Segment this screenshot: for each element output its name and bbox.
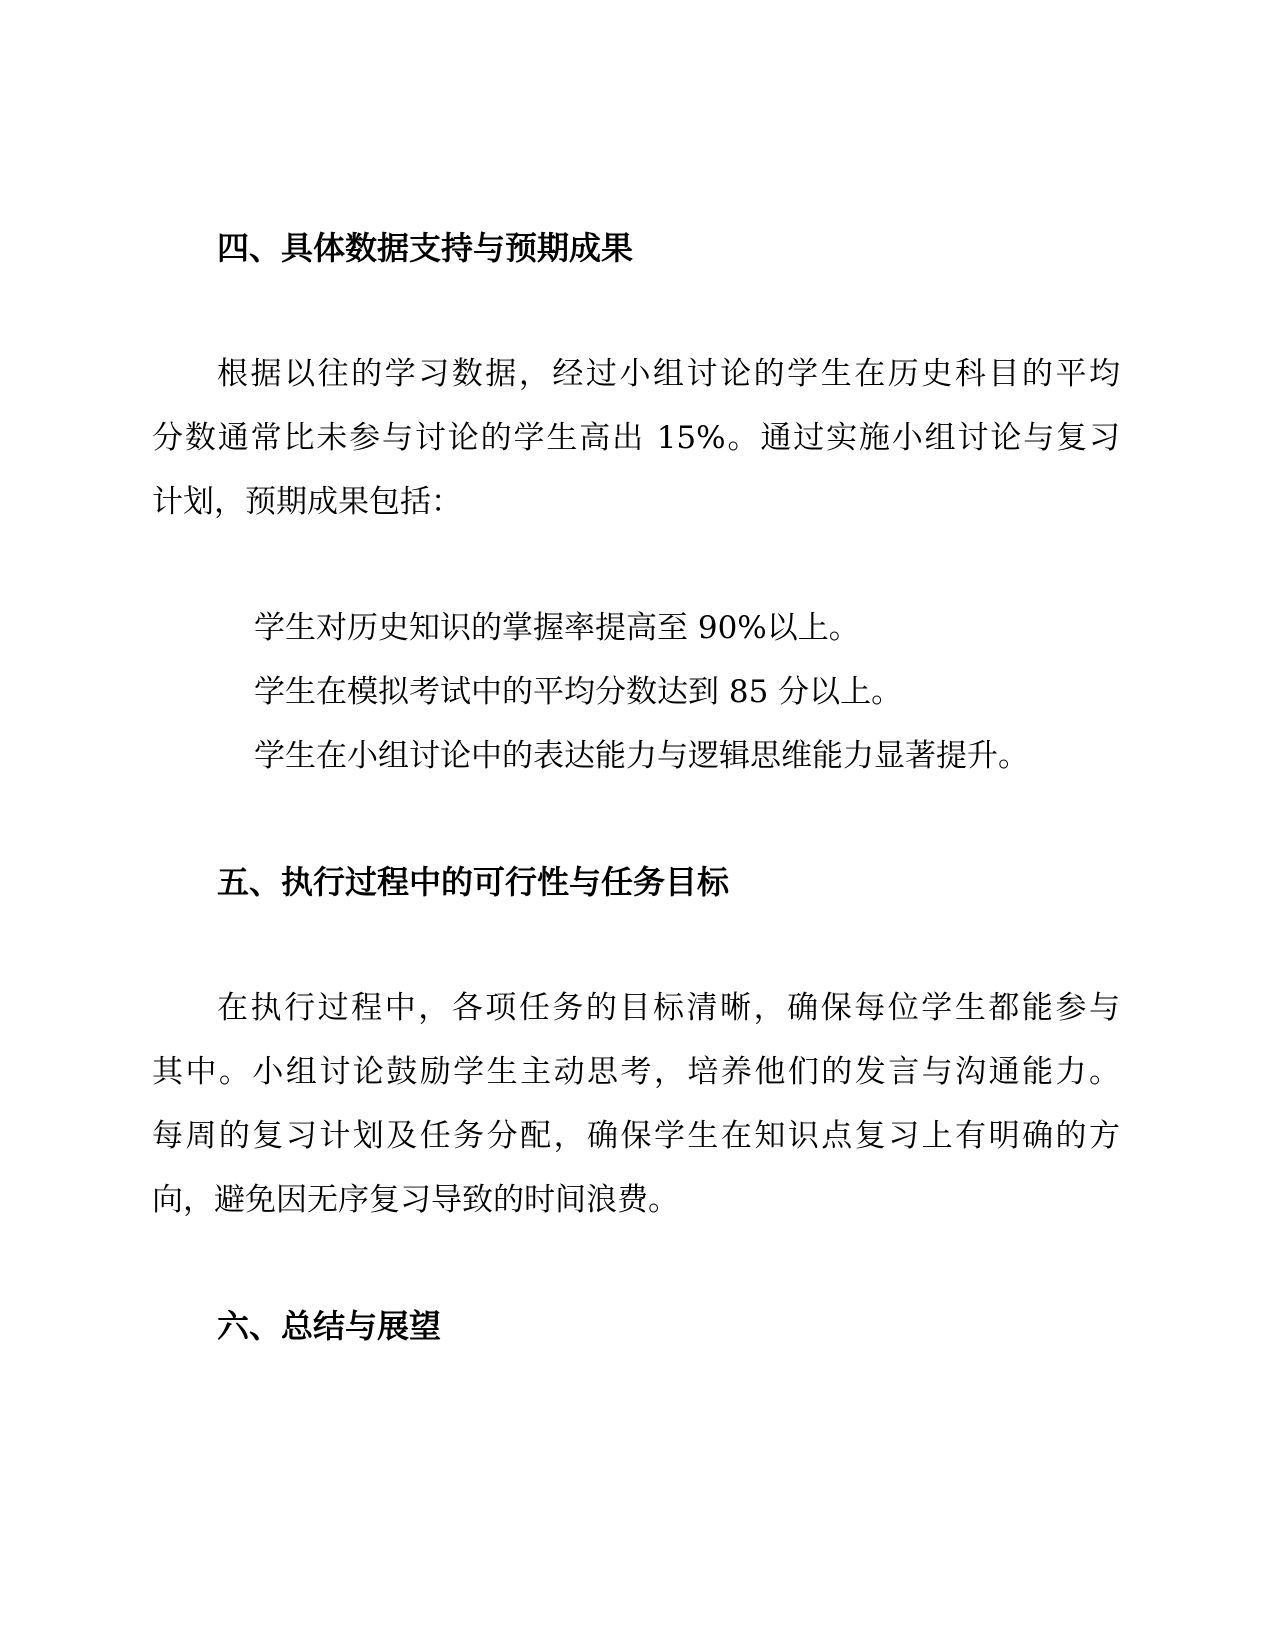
outcome-item-2: 学生在模拟考试中的平均分数达到 85 分以上。 bbox=[254, 674, 903, 710]
section-5-paragraph-line-1: 在执行过程中，各项任务的目标清晰，确保每位学生都能参与 bbox=[217, 990, 1120, 1026]
section-5-paragraph-line-2: 其中。小组讨论鼓励学生主动思考，培养他们的发言与沟通能力。 bbox=[152, 1054, 1120, 1090]
section-4-heading: 四、具体数据支持与预期成果 bbox=[217, 229, 634, 267]
section-5-paragraph-line-4: 向，避免因无序复习导致的时间浪费。 bbox=[152, 1182, 679, 1218]
section-5-heading: 五、执行过程中的可行性与任务目标 bbox=[217, 863, 730, 901]
outcome-item-1: 学生对历史知识的掌握率提高至 90%以上。 bbox=[254, 610, 860, 646]
section-6-heading: 六、总结与展望 bbox=[217, 1307, 442, 1345]
outcome-item-3: 学生在小组讨论中的表达能力与逻辑思维能力显著提升。 bbox=[254, 738, 1029, 774]
section-4-paragraph-line-3: 计划，预期成果包括： bbox=[152, 484, 462, 520]
section-5-paragraph-line-3: 每周的复习计划及任务分配，确保学生在知识点复习上有明确的方 bbox=[152, 1118, 1120, 1154]
section-4-paragraph-line-2: 分数通常比未参与讨论的学生高出 15%。通过实施小组讨论与复习 bbox=[152, 420, 1120, 456]
section-4-paragraph-line-1: 根据以往的学习数据，经过小组讨论的学生在历史科目的平均 bbox=[217, 356, 1120, 392]
